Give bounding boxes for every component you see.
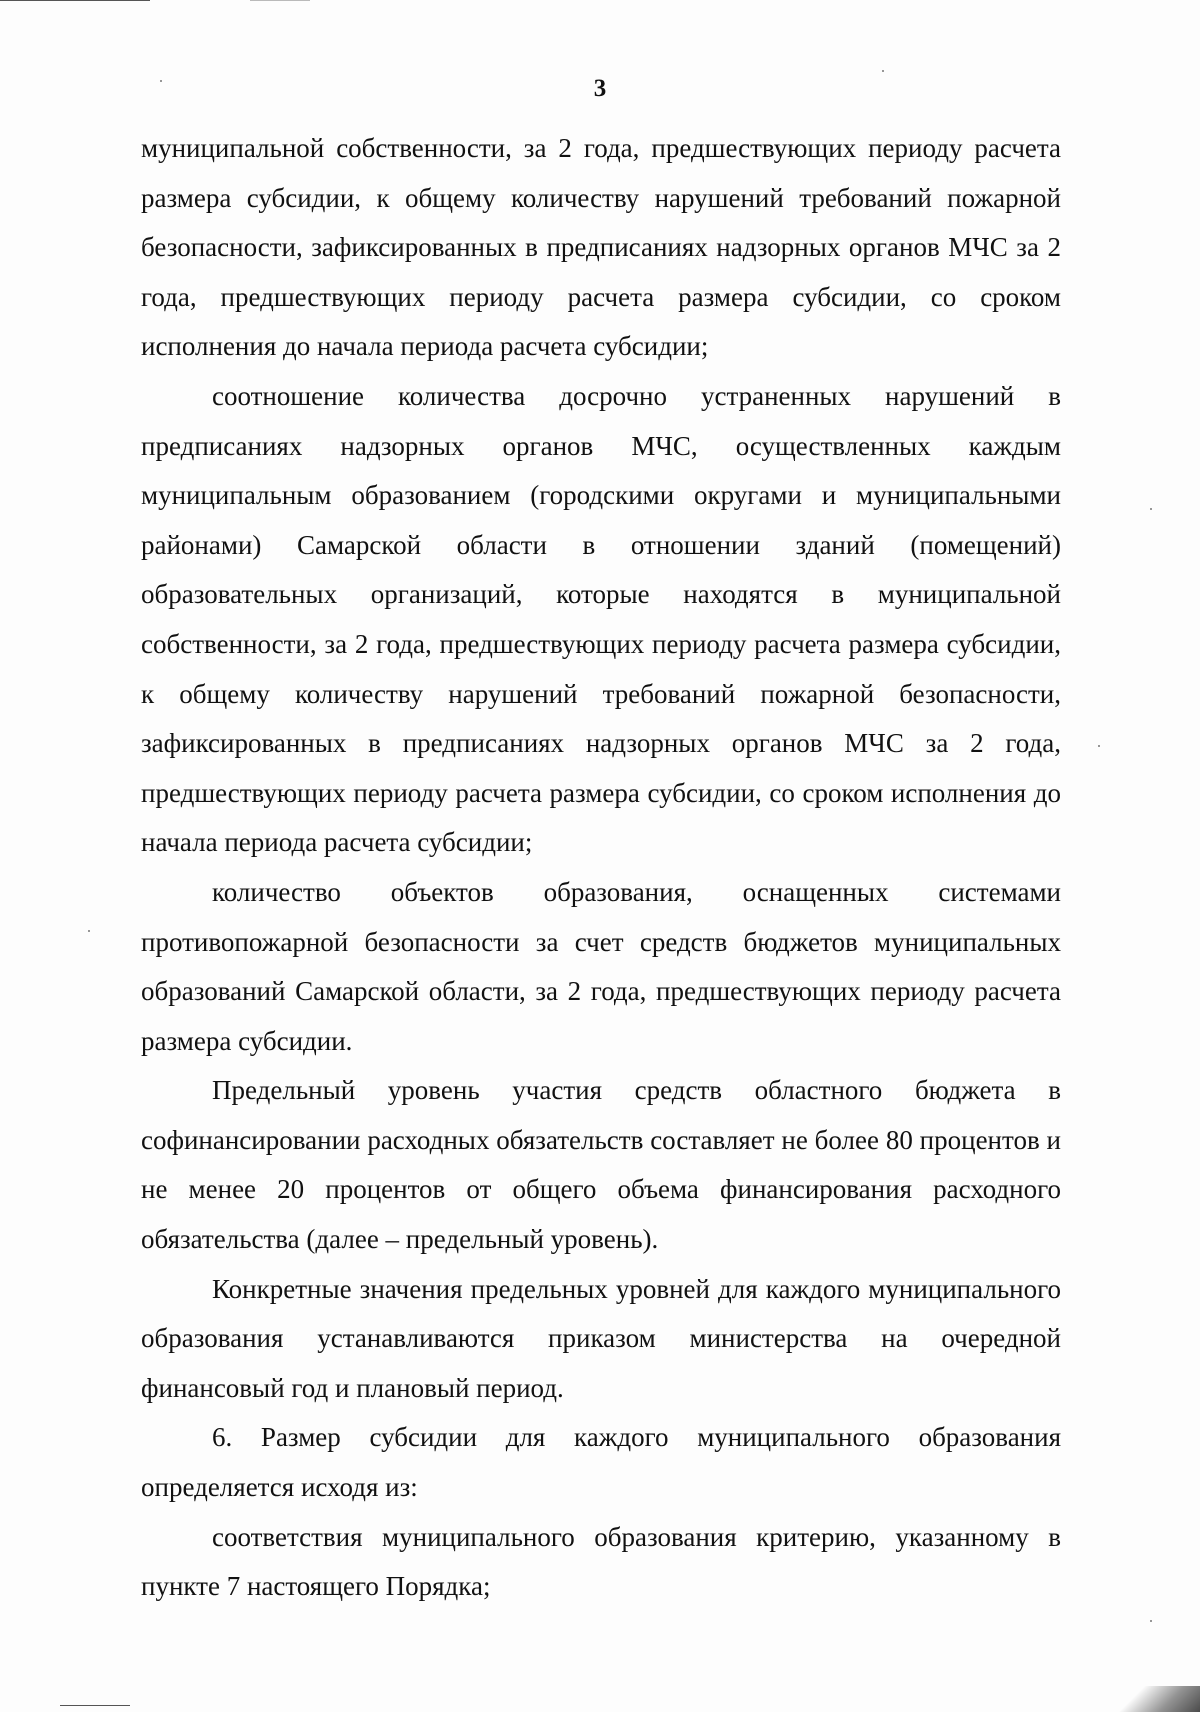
scan-edge-line-top-short xyxy=(250,0,310,1)
paragraph: соотношение количества досрочно устраненных нарушений в предписаниях надзорных органов МЧС, осуществленных каждым муниципальным образованием (городскими округами и муниципальными районами) Самарской области в отношении зданий (помещений) образовательных организаций, которые находятся в муниципальной собственности, за 2 года, предшествующих периоду расчета размера субсидии, к общему количеству нарушений требований пожарной безопасности, зафиксированных в предписаниях надзорных органов МЧС за 2 года, предшествующих периоду расчета размера субсидии, со сроком исполнения до начала периода расчета субсидии; xyxy=(141,380,1061,858)
scan-corner-shadow xyxy=(1090,1686,1200,1712)
document-body xyxy=(141,124,1061,1612)
scan-speck xyxy=(882,70,884,72)
scan-speck xyxy=(1150,508,1152,510)
scan-speck xyxy=(1150,1620,1152,1622)
scan-speck xyxy=(1098,745,1100,747)
paragraph: Предельный уровень участия средств областного бюджета в софинансировании расходных обязательств составляет не более 80 процентов и не менее 20 процентов от общего объема финансирования расходного обязательства (далее – предельный уровень). xyxy=(141,1075,1061,1255)
scan-edge-line-top xyxy=(0,0,150,1)
scan-edge-line-bottom xyxy=(60,1705,130,1706)
paragraph: соответствия муниципального образования критерию, указанному в пункте 7 настоящего Порядка; xyxy=(141,1521,1061,1602)
paragraph: количество объектов образования, оснащенных системами противопожарной безопасности за счет средств бюджетов муниципальных образований Самарской области, за 2 года, предшествующих периоду расчета размера субсидии. xyxy=(141,876,1061,1056)
scan-speck xyxy=(88,930,90,932)
paragraph: муниципальной собственности, за 2 года, предшествующих периоду расчета размера субсидии, к общему количеству нарушений требований пожарной безопасности, зафиксированных в предписаниях надзорных органов МЧС за 2 года, предшествующих периоду расчета размера субсидии, со сроком исполнения до начала периода расчета субсидии; xyxy=(141,133,1061,362)
paragraph: 6. Размер субсидии для каждого муниципального образования определяется исходя из: xyxy=(141,1422,1061,1503)
paragraph: Конкретные значения предельных уровней для каждого муниципального образования устанавливаются приказом министерства на очередной финансовый год и плановый период. xyxy=(141,1273,1061,1403)
page-number: 3 xyxy=(593,75,607,102)
